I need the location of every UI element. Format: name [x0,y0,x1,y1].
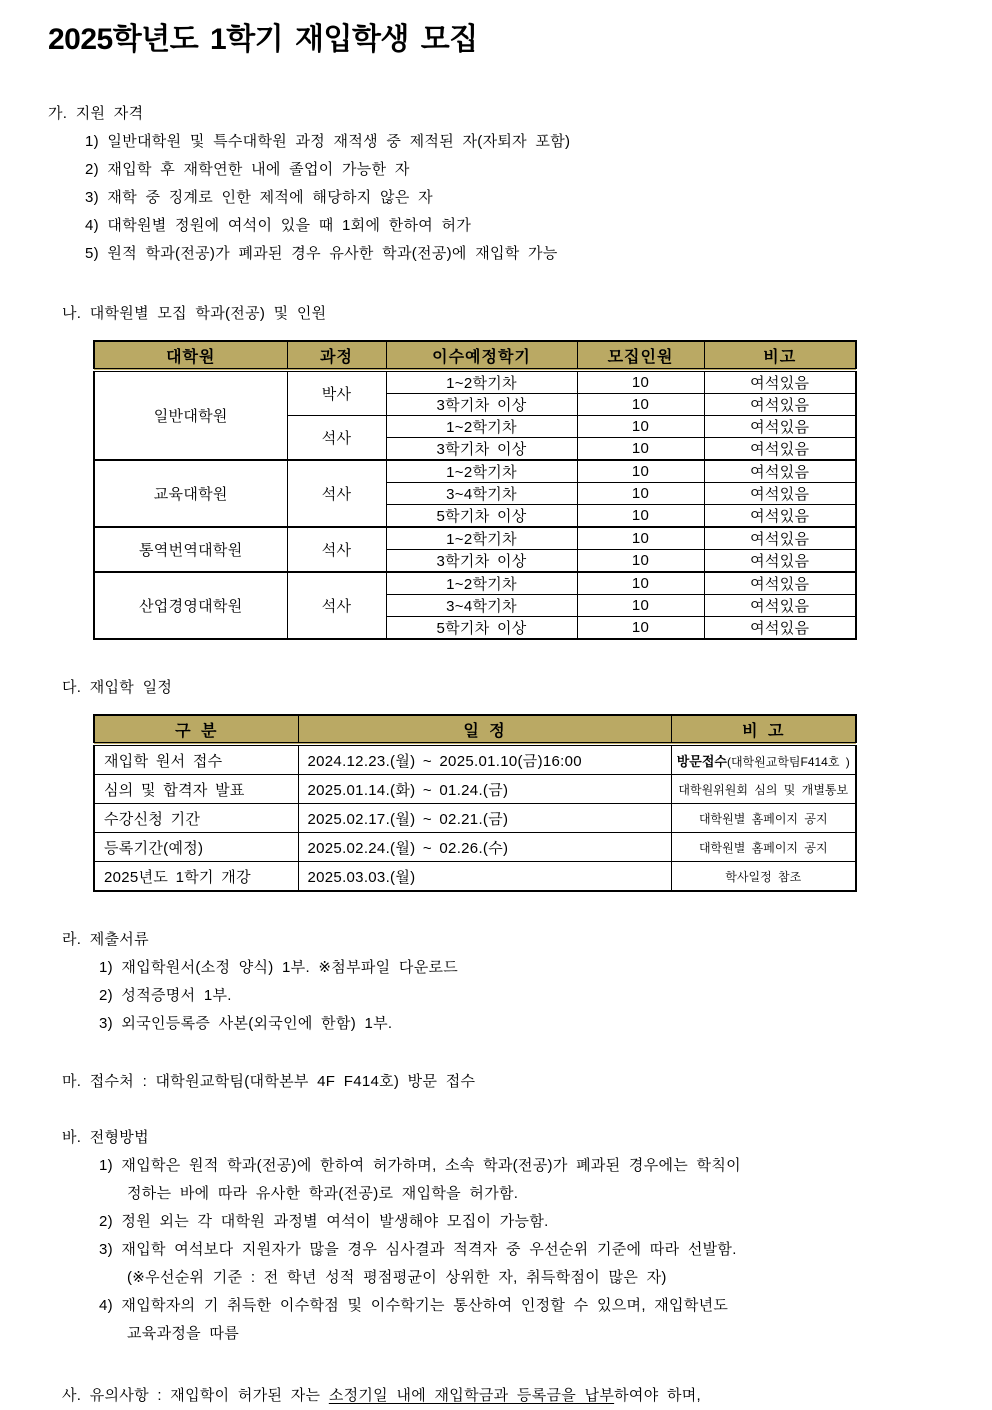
quota-cell: 10 [577,527,704,550]
category-cell: 수강신청 기간 [94,804,298,833]
semester-cell: 3~4학기차 [386,595,577,617]
semester-cell: 3~4학기차 [386,483,577,505]
remarks-cell: 여석있음 [704,394,856,416]
program-cell: 석사 [287,527,386,572]
table-row [94,804,856,833]
schedule-cell: 2025.01.14.(화) ~ 01.24.(금) [298,775,671,804]
section-ma [62,1068,952,1096]
list-item: 4) 대학원별 정원에 여석이 있을 때 1회에 한하여 허가 [85,217,472,234]
graduate-school-cell: 산업경영대학원 [94,572,287,639]
schedule-cell: 2025.02.17.(월) ~ 02.21.(금) [298,804,671,833]
list-item: 1) 재입학원서(소정 양식) 1부. ※첨부파일 다운로드 [99,959,459,976]
quota-cell: 10 [577,483,704,505]
remarks-cell: 대학원별 홈페이지 공지 [671,833,856,862]
list-item: 3) 외국인등록증 사본(외국인에 한함) 1부. [99,1015,393,1032]
col-header-remarks: 비고 [704,341,856,370]
list-item: 교육과정을 따름 [127,1325,239,1342]
quota-cell: 10 [577,370,704,394]
section-ra [62,926,952,1038]
category-cell: 2025년도 1학기 개강 [94,862,298,892]
semester-cell: 3학기차 이상 [386,438,577,461]
section-ra-heading: 라. 제출서류 [62,931,149,948]
quota-cell: 10 [577,394,704,416]
remarks-cell: 대학원별 홈페이지 공지 [671,804,856,833]
list-item: 5) 원적 학과(전공)가 폐과된 경우 유사한 학과(전공)에 재입학 가능 [85,245,558,262]
quota-cell: 10 [577,617,704,640]
remarks-cell: 대학원위원회 심의 및 개별통보 [671,775,856,804]
list-item: 정하는 바에 따라 유사한 학과(전공)로 재입학을 허가함. [127,1185,519,1202]
section-na [62,300,952,640]
section-ba-list [99,1152,952,1348]
section-ma-heading: 마. 접수처 : 대학원교학팀(대학본부 4F F414호) 방문 접수 [62,1073,476,1090]
list-item: 3) 재학 중 징계로 인한 제적에 해당하지 않은 자 [85,189,433,206]
table-row [94,862,856,892]
program-cell: 석사 [287,572,386,639]
col-header-graduate-school: 대학원 [94,341,287,370]
section-na-heading: 나. 대학원별 모집 학과(전공) 및 인원 [62,305,327,322]
admission-quota-table [93,340,857,640]
remarks-cell: 여석있음 [704,550,856,573]
list-item: 3) 재입학 여석보다 지원자가 많을 경우 심사결과 적격자 중 우선순위 기준에 따라 선발함. [99,1241,737,1258]
sa-underlined-text: 소정기일 내에 재입학금과 등록금을 납부 [328,1387,615,1404]
quota-cell: 10 [577,438,704,461]
remarks-cell: 여석있음 [704,617,856,640]
remarks-cell: 여석있음 [704,483,856,505]
schedule-cell: 2024.12.23.(월) ~ 2025.01.10(금)16:00 [298,744,671,775]
col-header-category: 구 분 [94,715,298,744]
col-header-remarks: 비 고 [671,715,856,744]
col-header-schedule: 일 정 [298,715,671,744]
sa-suffix: 하여야 하며, [614,1387,702,1404]
remarks-bold-text: 방문접수 [676,753,727,769]
table-row [94,527,856,550]
section-da-heading: 다. 재입학 일정 [62,679,173,696]
page-title: 2025학년도 1학기 재입학생 모집 [48,23,478,56]
list-item: 4) 재입학자의 기 취득한 이수학점 및 이수학기는 통산하여 인정할 수 있으며, 재입학년도 [99,1297,729,1314]
semester-cell: 1~2학기차 [386,416,577,438]
remarks-cell: 여석있음 [704,370,856,394]
remarks-cell: 여석있음 [704,460,856,483]
program-cell: 박사 [287,370,386,416]
quota-cell: 10 [577,572,704,595]
list-item: 2) 성적증명서 1부. [99,987,232,1004]
section-da [62,674,952,892]
program-cell: 석사 [287,416,386,461]
list-item: 2) 재입학 후 재학연한 내에 졸업이 가능한 자 [85,161,410,178]
table-row [94,775,856,804]
section-ba [62,1124,952,1348]
category-cell: 심의 및 합격자 발표 [94,775,298,804]
remarks-cell: 여석있음 [704,505,856,528]
remarks-cell: 여석있음 [704,572,856,595]
section-sa [62,1382,952,1410]
schedule-cell: 2025.03.03.(월) [298,862,671,892]
quota-cell: 10 [577,460,704,483]
semester-cell: 3학기차 이상 [386,550,577,573]
section-ba-heading: 바. 전형방법 [62,1129,149,1146]
table-row [94,572,856,595]
remarks-cell: 여석있음 [704,527,856,550]
remarks-cell: 여석있음 [704,438,856,461]
graduate-school-cell: 교육대학원 [94,460,287,527]
graduate-school-cell: 통역번역대학원 [94,527,287,572]
list-item: 1) 일반대학원 및 특수대학원 과정 재적생 중 제적된 자(자퇴자 포함) [85,133,571,150]
remarks-cell: 여석있음 [704,416,856,438]
semester-cell: 5학기차 이상 [386,617,577,640]
table-row [94,744,856,775]
quota-cell: 10 [577,505,704,528]
graduate-school-cell: 일반대학원 [94,370,287,460]
table-header-row [94,715,856,744]
table-row [94,833,856,862]
semester-cell: 1~2학기차 [386,460,577,483]
section-ra-list [99,954,952,1038]
section-ga [48,100,952,268]
sa-prefix: 사. 유의사항 : 재입학이 허가된 자는 [62,1387,329,1404]
col-header-quota: 모집인원 [577,341,704,370]
table-row [94,460,856,483]
col-header-expected-semester: 이수예정학기 [386,341,577,370]
category-cell: 등록기간(예정) [94,833,298,862]
semester-cell: 1~2학기차 [386,572,577,595]
quota-cell: 10 [577,416,704,438]
col-header-program: 과정 [287,341,386,370]
quota-cell: 10 [577,595,704,617]
table-header-row [94,341,856,370]
semester-cell: 1~2학기차 [386,370,577,394]
program-cell: 석사 [287,460,386,527]
schedule-cell: 2025.02.24.(월) ~ 02.26.(수) [298,833,671,862]
category-cell: 재입학 원서 접수 [94,744,298,775]
semester-cell: 5학기차 이상 [386,505,577,528]
remarks-cell: 방문접수(대학원교학팀F414호 ) [671,744,856,775]
remarks-cell: 여석있음 [704,595,856,617]
section-ga-heading: 가. 지원 자격 [48,105,144,122]
semester-cell: 1~2학기차 [386,527,577,550]
remarks-cell: 학사일정 참조 [671,862,856,892]
semester-cell: 3학기차 이상 [386,394,577,416]
quota-cell: 10 [577,550,704,573]
section-sa-line [62,1382,952,1410]
schedule-table [93,714,857,892]
list-item: 2) 정원 외는 각 대학원 과정별 여석이 발생해야 모집이 가능함. [99,1213,549,1230]
list-item: 1) 재입학은 원적 학과(전공)에 한하여 허가하며, 소속 학과(전공)가 폐과된 경우에는 학칙이 [99,1157,741,1174]
section-ga-list [85,128,952,268]
list-item: (※우선순위 기준 : 전 학년 성적 평점평균이 상위한 자, 취득학점이 많은 자) [127,1269,667,1286]
table-row [94,370,856,394]
